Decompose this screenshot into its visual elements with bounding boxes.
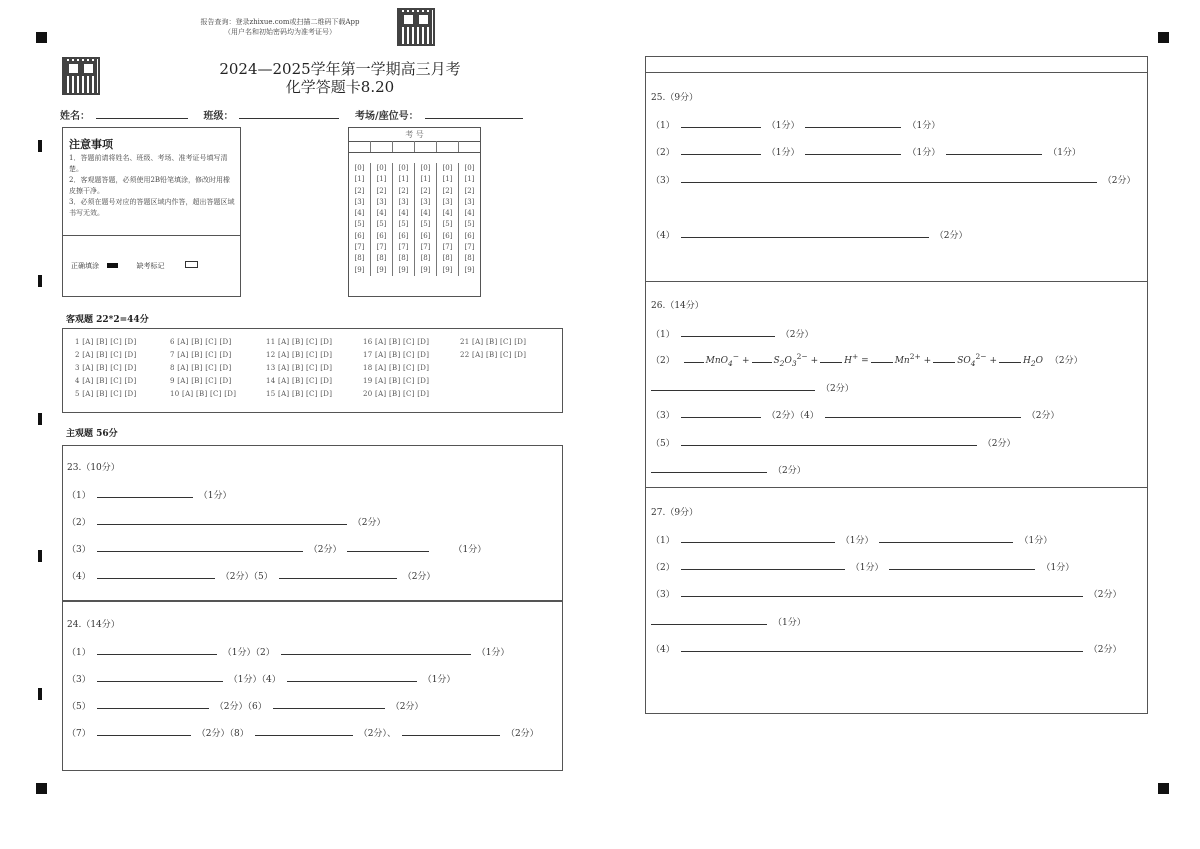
correct-fill-sample — [107, 263, 118, 268]
objective-item[interactable]: 11 [A] [B] [C] [D] — [266, 338, 333, 346]
q26-3-answer[interactable] — [681, 407, 761, 418]
q26-coef-3[interactable] — [820, 352, 842, 363]
q26-1-answer[interactable] — [681, 326, 775, 337]
app-qr-code — [397, 8, 435, 46]
objective-item[interactable]: 10 [A] [B] [C] [D] — [170, 390, 237, 398]
objective-item[interactable]: 9 [A] [B] [C] [D] — [170, 377, 232, 385]
q25-row-3: （3） （2分） — [651, 172, 1135, 186]
exam-digit-column[interactable]: [0] [1] [2] [3] [4] [5] [6] [7] [8] [9] — [349, 163, 371, 276]
q23-3a-answer[interactable] — [97, 541, 303, 552]
q25-1a-answer[interactable] — [681, 117, 761, 128]
q27-row-3: （3） （2分） — [651, 586, 1121, 600]
notes-box — [62, 127, 241, 297]
objective-item[interactable]: 14 [A] [B] [C] [D] — [266, 377, 333, 385]
q25-heading: 25.（9分） — [651, 93, 699, 103]
objective-item[interactable]: 16 [A] [B] [C] [D] — [363, 338, 430, 346]
objective-item[interactable]: 15 [A] [B] [C] [D] — [266, 390, 333, 398]
seat-label: 考场/座位号： — [354, 111, 419, 122]
q23-heading: 23.（10分） — [67, 463, 120, 473]
seat-field[interactable] — [425, 108, 523, 119]
exam-digit-column[interactable]: [0] [1] [2] [3] [4] [5] [6] [7] [8] [9] — [371, 163, 393, 276]
exam-digit-column[interactable]: [0] [1] [2] [3] [4] [5] [6] [7] [8] [9] — [393, 163, 415, 276]
objective-item[interactable]: 6 [A] [B] [C] [D] — [170, 338, 232, 346]
registration-mark-top-left — [36, 32, 47, 43]
q24-box — [62, 601, 563, 771]
q23-row-3: （3） （2分） （1分） — [67, 541, 486, 555]
objective-item[interactable]: 22 [A] [B] [C] [D] — [460, 351, 527, 359]
q24-6-answer[interactable] — [273, 698, 385, 709]
student-info-row — [60, 107, 529, 122]
q25-row-2: （2） （1分） （1分） （1分） — [651, 144, 1081, 158]
q25-2a-answer[interactable] — [681, 144, 761, 155]
notes-title: 注意事项 — [69, 138, 113, 151]
q25-4-answer[interactable] — [681, 227, 929, 238]
timing-mark — [38, 413, 42, 425]
q26-5b-answer[interactable] — [651, 462, 767, 473]
q24-row-1: （1） （1分）（2） （1分） — [67, 644, 509, 658]
q27-heading: 27.（9分） — [651, 508, 699, 518]
q27-2b-answer[interactable] — [889, 559, 1035, 570]
subjective-title: 主观题 56分 — [66, 429, 118, 439]
q26-5-answer[interactable] — [681, 435, 977, 446]
objective-item[interactable]: 3 [A] [B] [C] [D] — [75, 364, 137, 372]
note-item: 1．答题前请将姓名、班级、考场、准考证号填写清楚。 — [69, 154, 228, 173]
registration-mark-bottom-left — [36, 783, 47, 794]
q27-4-answer[interactable] — [681, 641, 1083, 652]
q24-8a-answer[interactable] — [255, 725, 353, 736]
q26-coef-2[interactable] — [752, 352, 772, 363]
objective-item[interactable]: 7 [A] [B] [C] [D] — [170, 351, 232, 359]
q23-2-answer[interactable] — [97, 514, 347, 525]
q26-4-answer[interactable] — [825, 407, 1021, 418]
q25-row-4: （4） （2分） — [651, 227, 967, 241]
q23-1-answer[interactable] — [97, 487, 193, 498]
timing-mark — [38, 688, 42, 700]
q25-1b-answer[interactable] — [805, 117, 901, 128]
q24-row-3: （5） （2分）（6） （2分） — [67, 698, 423, 712]
exam-number-grid — [348, 127, 481, 297]
q26-coef-6[interactable] — [999, 352, 1021, 363]
q24-1-answer[interactable] — [97, 644, 217, 655]
q25-row-1: （1） （1分） （1分） — [651, 117, 940, 131]
q26-heading: 26.（14分） — [651, 301, 704, 311]
objective-item[interactable]: 17 [A] [B] [C] [D] — [363, 351, 430, 359]
absent-mark-checkbox[interactable] — [185, 261, 198, 268]
q24-4-answer[interactable] — [287, 671, 417, 682]
objective-item[interactable]: 5 [A] [B] [C] [D] — [75, 390, 137, 398]
q23-3b-answer[interactable] — [347, 541, 429, 552]
objective-item[interactable]: 21 [A] [B] [C] [D] — [460, 338, 527, 346]
q23-5-answer[interactable] — [279, 568, 397, 579]
class-field[interactable] — [239, 108, 339, 119]
q27-row-2: （2） （1分） （1分） — [651, 559, 1074, 573]
q23-row-2: （2） （2分） — [67, 514, 385, 528]
q26-row-2b: （2分） — [651, 380, 854, 394]
note-item: 3．必须在题号对应的答题区域内作答，超出答题区域书写无效。 — [69, 198, 235, 217]
q27-3b-answer[interactable] — [651, 614, 767, 625]
exam-digit-column[interactable]: [0] [1] [2] [3] [4] [5] [6] [7] [8] [9] — [464, 164, 475, 274]
q25-2c-answer[interactable] — [946, 144, 1042, 155]
q27-row-1: （1） （1分） （1分） — [651, 532, 1052, 546]
registration-mark-top-right — [1158, 32, 1169, 43]
objective-item[interactable]: 20 [A] [B] [C] [D] — [363, 390, 430, 398]
objective-title: 客观题 22*2=44分 — [66, 315, 149, 325]
objective-item[interactable]: 12 [A] [B] [C] [D] — [266, 351, 333, 359]
report-notice-line1: 报告查询：登录zhixue.com或扫描二维码下载App — [200, 18, 360, 26]
q24-2-answer[interactable] — [281, 644, 471, 655]
objective-item[interactable]: 8 [A] [B] [C] [D] — [170, 364, 232, 372]
objective-item[interactable]: 2 [A] [B] [C] [D] — [75, 351, 137, 359]
note-item: 2．客观题答题，必须使用2B铅笔填涂，修改时用橡皮擦干净。 — [69, 176, 231, 195]
q23-row-4: （4） （2分）（5） （2分） — [67, 568, 435, 582]
report-notice-line2: （用户名和初始密码均为准考证号） — [224, 28, 336, 36]
q26-row-3: （3） （2分）（4） （2分） — [651, 407, 1059, 421]
q26-coef-4[interactable] — [871, 352, 893, 363]
q26-coef-1[interactable] — [684, 352, 704, 363]
objective-item[interactable]: 18 [A] [B] [C] [D] — [363, 364, 430, 372]
q27-1a-answer[interactable] — [681, 532, 835, 543]
q24-heading: 24.（14分） — [67, 620, 120, 630]
page-title: 2024—2025学年第一学期高三月考 — [219, 60, 461, 78]
name-label: 姓名： — [60, 111, 90, 122]
timing-mark — [38, 550, 42, 562]
q26-2-note-answer[interactable] — [651, 380, 815, 391]
timing-mark — [38, 275, 42, 287]
timing-mark — [38, 140, 42, 152]
q26-equation: （2） $MnO_4^- + S_2O_3^{2-} + H^+ = Mn^{2+} + SO_4^{2-} + H_2O$ （2分） — [651, 352, 1083, 368]
exam-digit-column[interactable]: [0] [1] [2] [3] [4] [5] [6] [7] [8] [9] — [437, 163, 459, 276]
objective-item[interactable]: 4 [A] [B] [C] [D] — [75, 377, 137, 385]
exam-digit-column[interactable]: [0] [1] [2] [3] [4] [5] [6] [7] [8] [9] — [415, 163, 437, 276]
q24-3-answer[interactable] — [97, 671, 223, 682]
exam-number-label: 考 号 — [349, 129, 480, 142]
name-field[interactable] — [96, 108, 188, 119]
q24-row-2: （3） （1分）（4） （1分） — [67, 671, 455, 685]
q26-row-5: （5） （2分） — [651, 435, 1015, 449]
q24-7-answer[interactable] — [97, 725, 191, 736]
objective-item[interactable]: 19 [A] [B] [C] [D] — [363, 377, 430, 385]
q24-row-4: （7） （2分）（8） （2分）、 （2分） — [67, 725, 539, 739]
q23-row-1: （1） （1分） — [67, 487, 231, 501]
q25-3-answer[interactable] — [681, 172, 1097, 183]
q24-8b-answer[interactable] — [402, 725, 500, 736]
objective-item[interactable]: 1 [A] [B] [C] [D] — [75, 338, 137, 346]
objective-item[interactable]: 13 [A] [B] [C] [D] — [266, 364, 333, 372]
q24-5-answer[interactable] — [97, 698, 209, 709]
page-subtitle: 化学答题卡8.20 — [285, 78, 395, 96]
registration-mark-bottom-right — [1158, 783, 1169, 794]
q23-4-answer[interactable] — [97, 568, 215, 579]
q27-2a-answer[interactable] — [681, 559, 845, 570]
q26-coef-5[interactable] — [933, 352, 955, 363]
q26-row-5b: （2分） — [651, 462, 806, 476]
class-label: 班级： — [203, 111, 234, 122]
absent-mark-label: 缺考标记 — [136, 262, 165, 270]
correct-fill-label: 正确填涂 — [71, 262, 99, 270]
q27-1b-answer[interactable] — [879, 532, 1013, 543]
q27-3-answer[interactable] — [681, 586, 1083, 597]
student-qr-code — [62, 57, 100, 95]
q25-2b-answer[interactable] — [805, 144, 901, 155]
q27-row-4: （4） （2分） — [651, 641, 1121, 655]
report-notice — [180, 17, 380, 37]
q26-row-1: （1） （2分） — [651, 326, 813, 340]
q27-row-3b: （1分） — [651, 614, 806, 628]
